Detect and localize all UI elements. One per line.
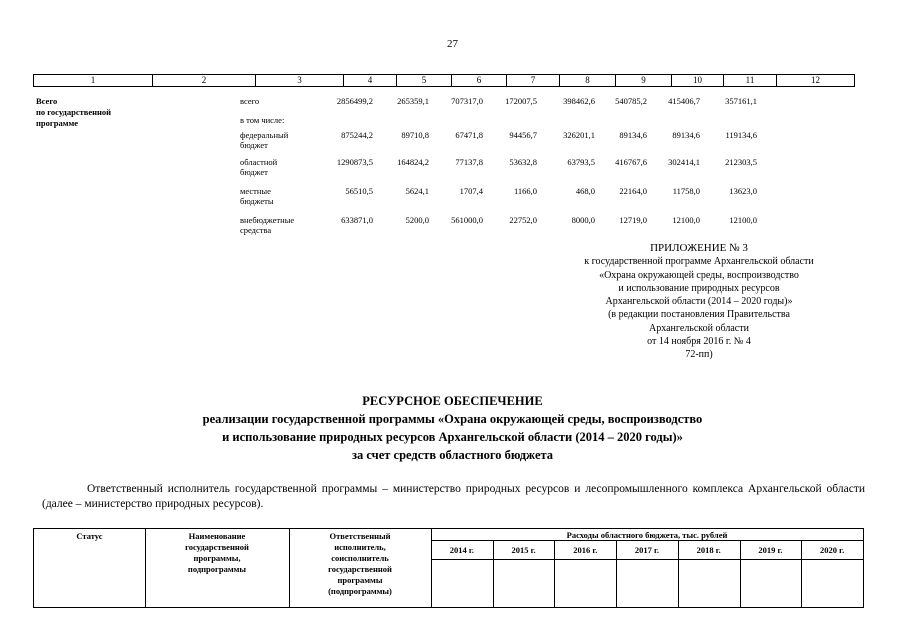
summary-value: 5624,1	[405, 186, 429, 196]
year-header: 2020 г.	[820, 545, 845, 555]
table-divider	[740, 540, 741, 607]
year-header: 2016 г.	[573, 545, 598, 555]
column-number-cell: 2	[152, 75, 255, 86]
summary-value: 302414,1	[668, 157, 700, 167]
summary-value: 164824,2	[397, 157, 429, 167]
appendix-line: Архангельской области	[649, 322, 749, 334]
document-heading	[0, 392, 905, 464]
column-number-cell: 4	[343, 75, 396, 86]
summary-value: 63793,5	[567, 157, 595, 167]
heading-line: и использование природных ресурсов Архангельской области (2014 – 2020 годы)»	[222, 430, 683, 444]
summary-value: 67471,8	[455, 130, 483, 140]
summary-source-label: в том числе:	[240, 115, 285, 125]
summary-value: 1166,0	[513, 186, 537, 196]
appendix-note	[534, 242, 864, 362]
appendix-line: к государственной программе Архангельской области	[584, 256, 814, 268]
summary-value: 53632,8	[509, 157, 537, 167]
year-header: 2018 г.	[696, 545, 721, 555]
summary-value: 540785,2	[615, 96, 647, 106]
summary-value: 265359,1	[397, 96, 429, 106]
summary-value: 12100,0	[729, 215, 757, 225]
column-number-cell: 5	[396, 75, 451, 86]
summary-value: 1290873,5	[336, 157, 373, 167]
page-number: 27	[447, 38, 458, 50]
column-number-cell: 12	[776, 75, 854, 86]
appendix-line: Архангельской области (2014 – 2020 годы)»	[605, 296, 793, 308]
summary-value: 13623,0	[729, 186, 757, 196]
summary-value: 22164,0	[619, 186, 647, 196]
summary-value: 561000,0	[451, 215, 483, 225]
summary-source-label: внебюджетные средства	[240, 215, 295, 235]
summary-value: 633871,0	[341, 215, 373, 225]
column-number-cell: 10	[671, 75, 723, 86]
summary-value: 172007,5	[505, 96, 537, 106]
table-divider	[801, 540, 802, 607]
heading-title: РЕСУРСНОЕ ОБЕСПЕЧЕНИЕ	[362, 394, 543, 408]
summary-value: 89710,8	[401, 130, 429, 140]
summary-value: 56510,5	[345, 186, 373, 196]
table-divider	[678, 540, 679, 607]
summary-value: 11758,0	[672, 186, 700, 196]
appendix-line: и использование природных ресурсов	[618, 282, 780, 294]
column-number-cell: 7	[506, 75, 559, 86]
summary-value: 1707,4	[459, 186, 483, 196]
column-number-cell: 8	[559, 75, 615, 86]
column-number-cell: 1	[90, 75, 96, 85]
summary-source-label: федеральный бюджет	[240, 130, 289, 150]
appendix-line: от 14 ноября 2016 г. № 4	[647, 336, 751, 348]
summary-value: 12100,0	[672, 215, 700, 225]
heading-line: за счет средств областного бюджета	[351, 448, 554, 462]
resource-table-header	[33, 528, 864, 608]
appendix-line: ПРИЛОЖЕНИЕ № 3	[650, 242, 748, 254]
column-number-cell: 3	[255, 75, 343, 86]
column-number-cell: 11	[723, 75, 776, 86]
summary-value: 416767,6	[615, 157, 647, 167]
summary-value: 707317,0	[451, 96, 483, 106]
summary-value: 77137,8	[455, 157, 483, 167]
heading-line: реализации государственной программы «Охрана окружающей среды, воспроизводство	[202, 412, 703, 426]
summary-value: 119134,6	[725, 130, 757, 140]
column-number-cell: 9	[615, 75, 671, 86]
summary-value: 468,0	[575, 186, 595, 196]
summary-value: 326201,1	[563, 130, 595, 140]
summary-value: 5200,0	[405, 215, 429, 225]
intro-paragraph: Ответственный исполнитель государственной программы – министерство природных ресурсов и лесопромышленного комплекса Архангельской области (далее – министерство природных ресурсов).	[42, 483, 865, 510]
summary-value: 212303,5	[725, 157, 757, 167]
table-divider	[431, 559, 863, 560]
summary-value: 398462,6	[563, 96, 595, 106]
appendix-line: (в редакции постановления Правительства	[608, 309, 790, 321]
summary-value: 22752,0	[509, 215, 537, 225]
summary-value: 94456,7	[509, 130, 537, 140]
summary-value: 89134,6	[672, 130, 700, 140]
year-header: 2017 г.	[634, 545, 660, 555]
column-program-name: Наименование государственной программы, подпрограммы	[185, 531, 249, 574]
summary-source-label: местные бюджеты	[240, 186, 274, 206]
table-divider	[554, 540, 555, 607]
summary-value: 2856499,2	[336, 96, 373, 106]
summary-value: 875244,2	[341, 130, 373, 140]
table-divider	[493, 540, 494, 607]
year-header: 2015 г.	[511, 545, 536, 555]
appendix-line: 72-пп)	[685, 349, 713, 361]
column-status: Статус	[76, 531, 103, 541]
summary-title: Всего по государственной программе	[36, 96, 112, 128]
summary-value: 415406,7	[668, 96, 700, 106]
table-divider	[616, 540, 617, 607]
summary-value: 357161,1	[725, 96, 757, 106]
summary-source-label: всего	[240, 96, 260, 106]
appendix-line: «Охрана окружающей среды, воспроизводство	[599, 269, 799, 281]
column-expenses: Расходы областного бюджета, тыс. рублей	[566, 530, 728, 540]
summary-value: 89134,6	[619, 130, 647, 140]
year-header: 2019 г.	[758, 545, 783, 555]
column-number-cell: 6	[451, 75, 506, 86]
year-header: 2014 г.	[449, 545, 474, 555]
column-executor: Ответственный исполнитель, соисполнитель государственной программы (подпрограммы)	[328, 531, 392, 596]
summary-source-label: областной бюджет	[240, 157, 278, 177]
summary-value: 8000,0	[571, 215, 595, 225]
summary-value: 12719,0	[619, 215, 647, 225]
column-number-row	[33, 74, 855, 87]
